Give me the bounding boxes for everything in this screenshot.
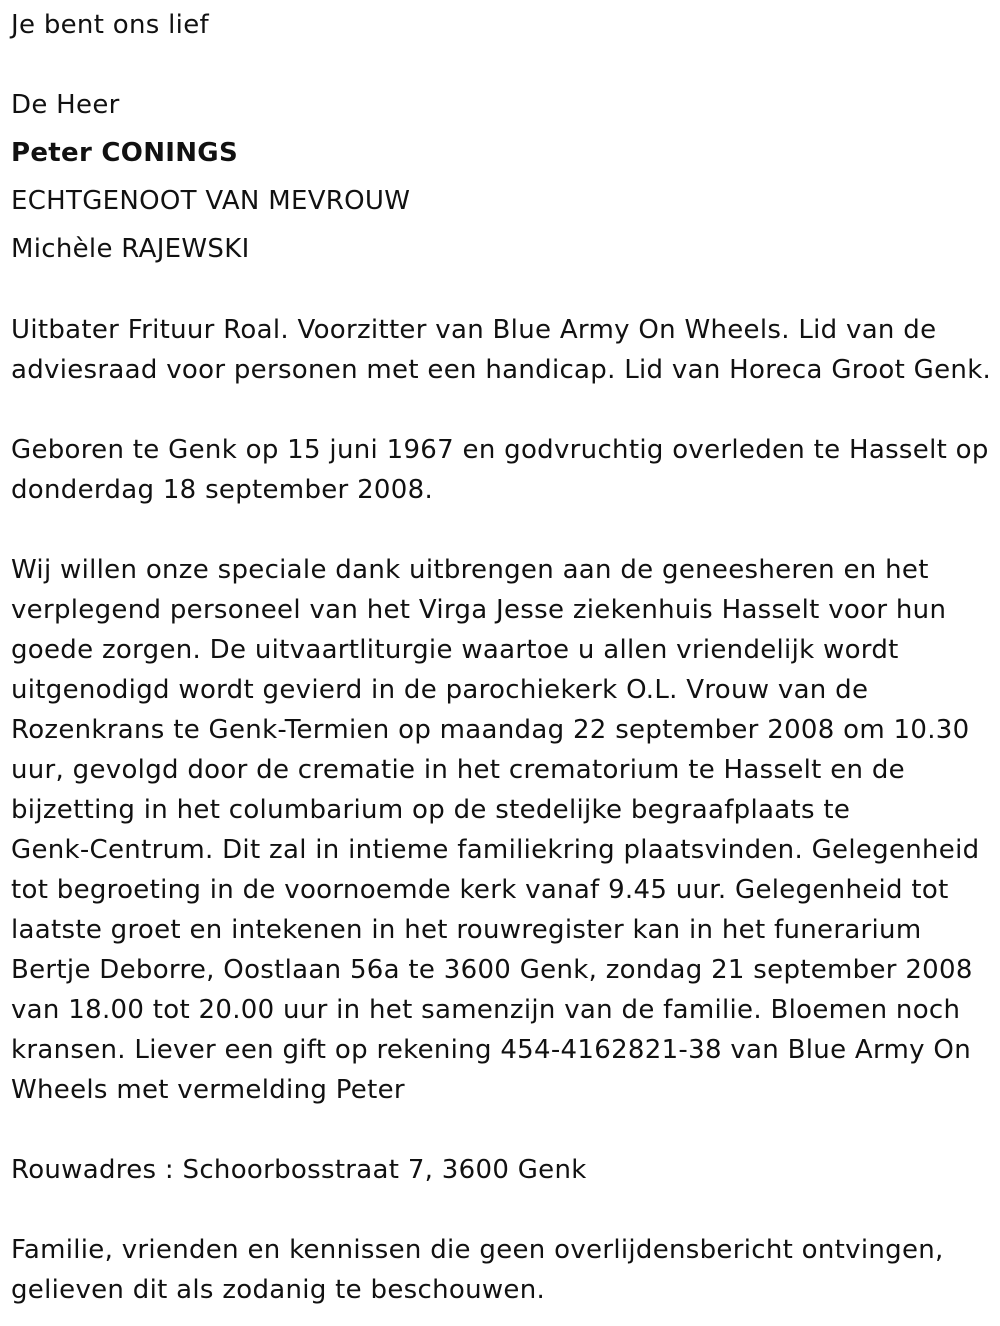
service-line: goede zorgen. De uitvaartliturgie waartoe u allen vriendelijk wordt bbox=[11, 635, 899, 665]
service-line: tot begroeting in de voornoemde kerk vanaf 9.45 uur. Gelegenheid tot bbox=[11, 875, 949, 905]
service-line: verplegend personeel van het Virga Jesse ziekenhuis Hasselt voor hun bbox=[11, 595, 947, 625]
service-line: Bertje Deborre, Oostlaan 56a te 3600 Genk, zondag 21 september 2008 bbox=[11, 955, 973, 985]
deceased-name: Peter CONINGS bbox=[11, 138, 238, 168]
relation-line: ECHTGENOOT VAN MEVROUW bbox=[11, 186, 411, 216]
service-line: uur, gevolgd door de crematie in het crematorium te Hasselt en de bbox=[11, 755, 905, 785]
service-line: Wheels met vermelding Peter bbox=[11, 1075, 405, 1105]
birth-death-line-1: Geboren te Genk op 15 juni 1967 en godvruchtig overleden te Hasselt op bbox=[11, 435, 989, 465]
service-line: Wij willen onze speciale dank uitbrengen aan de geneesheren en het bbox=[11, 555, 929, 585]
birth-death-line-2: donderdag 18 september 2008. bbox=[11, 475, 434, 505]
service-line: laatste groet en intekenen in het rouwregister kan in het funerarium bbox=[11, 915, 922, 945]
service-line: Rozenkrans te Genk-Termien op maandag 22 september 2008 om 10.30 bbox=[11, 715, 970, 745]
bio-line-1: Uitbater Frituur Roal. Voorzitter van Blue Army On Wheels. Lid van de bbox=[11, 315, 937, 345]
service-line: Genk-Centrum. Dit zal in intieme familiekring plaatsvinden. Gelegenheid bbox=[11, 835, 980, 865]
closing-line-2: gelieven dit als zodanig te beschouwen. bbox=[11, 1275, 546, 1305]
spouse-name: Michèle RAJEWSKI bbox=[11, 234, 250, 264]
service-line: van 18.00 tot 20.00 uur in het samenzijn van de familie. Bloemen noch bbox=[11, 995, 961, 1025]
service-line: kransen. Liever een gift op rekening 454-4162821-38 van Blue Army On bbox=[11, 1035, 971, 1065]
opening-line: Je bent ons lief bbox=[11, 10, 209, 40]
bio-line-2: adviesraad voor personen met een handicap. Lid van Horeca Groot Genk. bbox=[11, 355, 992, 385]
service-line: uitgenodigd wordt gevierd in de parochiekerk O.L. Vrouw van de bbox=[11, 675, 869, 705]
mourning-address: Rouwadres : Schoorbosstraat 7, 3600 Genk bbox=[11, 1155, 587, 1185]
title-line: De Heer bbox=[11, 90, 120, 120]
service-line: bijzetting in het columbarium op de stedelijke begraafplaats te bbox=[11, 795, 851, 825]
closing-line-1: Familie, vrienden en kennissen die geen overlijdensbericht ontvingen, bbox=[11, 1235, 944, 1265]
